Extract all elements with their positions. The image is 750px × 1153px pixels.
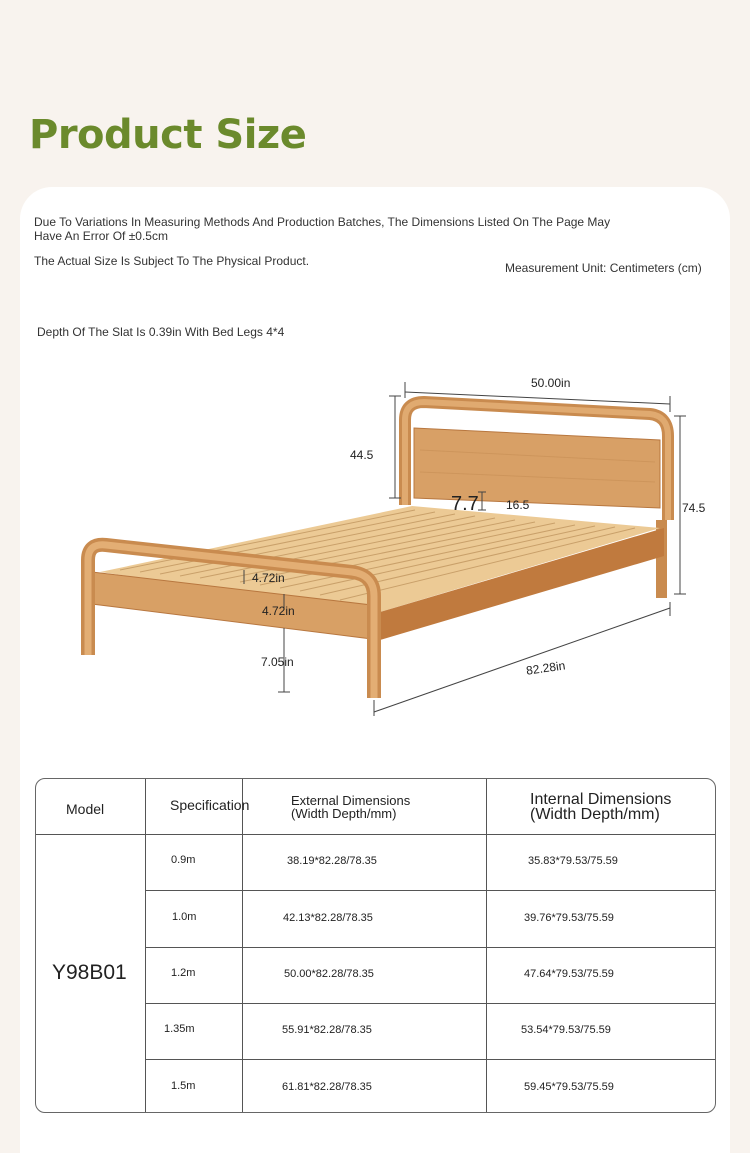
row-external: 38.19*82.28/78.35 [287, 855, 377, 867]
header-internal-sub: (Width Depth/mm) [530, 806, 660, 823]
header-internal [530, 792, 671, 822]
spec-table [35, 778, 716, 1113]
model-value: Y98B01 [52, 961, 127, 984]
header-internal-title: Internal Dimensions [530, 791, 672, 808]
unit-note: Measurement Unit: Centimeters (cm) [505, 261, 702, 275]
header-specification: Specification [170, 797, 250, 813]
side-rail-label: 4.72in [262, 604, 295, 618]
total-height-label: 74.5 [682, 501, 706, 515]
row-spec: 1.2m [171, 967, 196, 979]
row-spec: 1.5m [171, 1080, 196, 1092]
row-external: 55.91*82.28/78.35 [282, 1024, 372, 1036]
error-note: Due To Variations In Measuring Methods And Production Batches, The Dimensions Listed On The Page May Have An Error Of ±0.5cm [34, 215, 611, 243]
footboard-rail-label: 4.72in [252, 571, 285, 585]
length-label: 82.28in [525, 658, 567, 678]
actual-size-note: The Actual Size Is Subject To The Physical Product. [34, 254, 310, 268]
header-external-title: External Dimensions [291, 793, 411, 808]
header-external-sub: (Width Depth/mm) [291, 806, 397, 821]
slat-note: Depth Of The Slat Is 0.39in With Bed Legs 4*4 [37, 325, 285, 339]
header-external [291, 794, 410, 820]
bed-diagram [0, 340, 750, 740]
page-title: Product Size [29, 112, 307, 158]
row-external: 61.81*82.28/78.35 [282, 1081, 372, 1093]
row-internal: 53.54*79.53/75.59 [521, 1024, 611, 1036]
header-model: Model [66, 801, 105, 817]
row-external: 42.13*82.28/78.35 [283, 912, 373, 924]
width-label: 50.00in [531, 376, 571, 390]
row-external: 50.00*82.28/78.35 [284, 968, 374, 980]
row-internal: 47.64*79.53/75.59 [524, 968, 614, 980]
row-internal: 59.45*79.53/75.59 [524, 1081, 614, 1093]
rail-to-slat-label: 16.5 [506, 498, 530, 512]
headboard-height-label: 44.5 [350, 448, 374, 462]
leg-clearance-label: 7.05in [261, 655, 294, 669]
headboard [405, 402, 668, 520]
row-spec: 1.35m [164, 1023, 195, 1035]
headboard-gap-label: 7.7 [451, 493, 479, 515]
row-spec: 0.9m [171, 854, 196, 866]
row-internal: 39.76*79.53/75.59 [524, 912, 614, 924]
row-spec: 1.0m [172, 911, 197, 923]
row-internal: 35.83*79.53/75.59 [528, 855, 618, 867]
